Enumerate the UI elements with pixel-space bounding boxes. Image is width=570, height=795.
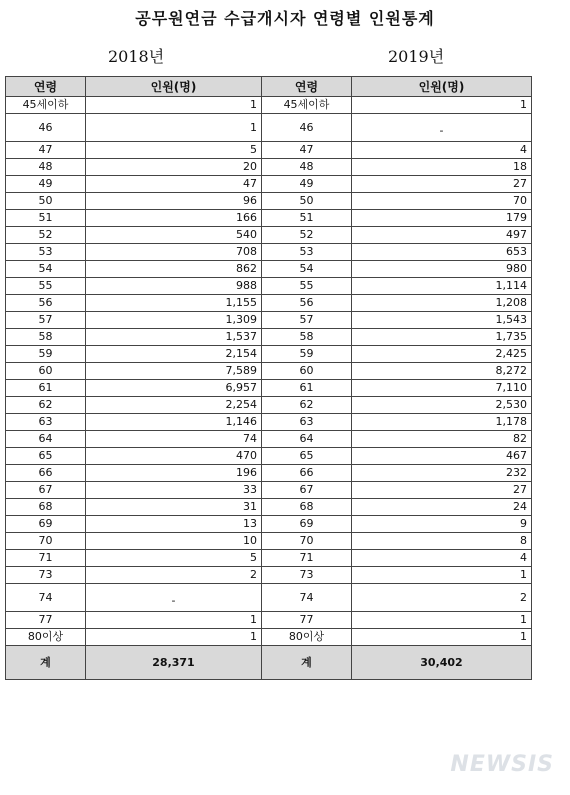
count-cell-2019: 27 xyxy=(352,482,532,499)
age-cell-2018: 73 xyxy=(6,567,86,584)
total-label-2018: 계 xyxy=(6,646,86,680)
age-cell-2018: 68 xyxy=(6,499,86,516)
age-cell-2018: 58 xyxy=(6,329,86,346)
age-cell-2018: 60 xyxy=(6,363,86,380)
count-cell-2018: 2,254 xyxy=(86,397,262,414)
age-cell-2018: 80이상 xyxy=(6,629,86,646)
count-cell-2019: 2 xyxy=(352,584,532,612)
count-cell-2019: 27 xyxy=(352,176,532,193)
age-cell-2018: 61 xyxy=(6,380,86,397)
count-cell-2018: 1,537 xyxy=(86,329,262,346)
age-cell-2018: 65 xyxy=(6,448,86,465)
table-row xyxy=(6,414,532,431)
table-row xyxy=(6,97,532,114)
count-cell-2019: 8 xyxy=(352,533,532,550)
age-cell-2018: 53 xyxy=(6,244,86,261)
year-label-2018: 2018년 xyxy=(108,47,165,66)
count-cell-2019: - xyxy=(352,114,532,142)
age-cell-2019: 66 xyxy=(262,465,352,482)
count-cell-2018: 1,309 xyxy=(86,312,262,329)
watermark-logo: NEWSIS xyxy=(450,752,554,777)
age-cell-2018: 45세이하 xyxy=(6,97,86,114)
count-cell-2019: 18 xyxy=(352,159,532,176)
table-row xyxy=(6,380,532,397)
count-cell-2019: 8,272 xyxy=(352,363,532,380)
count-cell-2018: 20 xyxy=(86,159,262,176)
count-cell-2018: 13 xyxy=(86,516,262,533)
table-row xyxy=(6,516,532,533)
count-cell-2019: 653 xyxy=(352,244,532,261)
age-cell-2018: 52 xyxy=(6,227,86,244)
count-cell-2018: 1 xyxy=(86,629,262,646)
age-statistics-table xyxy=(5,76,532,680)
age-cell-2019: 63 xyxy=(262,414,352,431)
count-cell-2018: 1,146 xyxy=(86,414,262,431)
age-cell-2018: 47 xyxy=(6,142,86,159)
age-cell-2019: 77 xyxy=(262,612,352,629)
age-cell-2018: 55 xyxy=(6,278,86,295)
table-row xyxy=(6,567,532,584)
count-cell-2019: 1,114 xyxy=(352,278,532,295)
age-cell-2018: 46 xyxy=(6,114,86,142)
age-cell-2019: 53 xyxy=(262,244,352,261)
count-cell-2018: 988 xyxy=(86,278,262,295)
table-row xyxy=(6,176,532,193)
age-cell-2019: 56 xyxy=(262,295,352,312)
table-row xyxy=(6,629,532,646)
table-row xyxy=(6,329,532,346)
count-cell-2018: 1 xyxy=(86,114,262,142)
table-row xyxy=(6,142,532,159)
age-cell-2019: 64 xyxy=(262,431,352,448)
count-cell-2019: 2,425 xyxy=(352,346,532,363)
age-cell-2018: 71 xyxy=(6,550,86,567)
table-row xyxy=(6,227,532,244)
count-cell-2018: 1 xyxy=(86,612,262,629)
count-cell-2019: 1 xyxy=(352,629,532,646)
count-cell-2018: 2 xyxy=(86,567,262,584)
count-cell-2019: 7,110 xyxy=(352,380,532,397)
count-cell-2018: 31 xyxy=(86,499,262,516)
header-count-2018: 인원(명) xyxy=(86,77,262,97)
table-row xyxy=(6,244,532,261)
table-row xyxy=(6,261,532,278)
count-cell-2019: 9 xyxy=(352,516,532,533)
header-age-2018: 연령 xyxy=(6,77,86,97)
table-row xyxy=(6,210,532,227)
age-cell-2019: 60 xyxy=(262,363,352,380)
age-cell-2018: 69 xyxy=(6,516,86,533)
table-row xyxy=(6,550,532,567)
age-cell-2019: 80이상 xyxy=(262,629,352,646)
age-cell-2018: 70 xyxy=(6,533,86,550)
table-row xyxy=(6,499,532,516)
age-cell-2018: 50 xyxy=(6,193,86,210)
count-cell-2019: 1,543 xyxy=(352,312,532,329)
count-cell-2018: 5 xyxy=(86,142,262,159)
age-cell-2019: 71 xyxy=(262,550,352,567)
table-row xyxy=(6,482,532,499)
count-cell-2019: 24 xyxy=(352,499,532,516)
table-row xyxy=(6,278,532,295)
year-label-2019: 2019년 xyxy=(388,47,445,66)
count-cell-2019: 82 xyxy=(352,431,532,448)
age-cell-2019: 61 xyxy=(262,380,352,397)
age-cell-2019: 51 xyxy=(262,210,352,227)
table-row xyxy=(6,346,532,363)
header-count-2019: 인원(명) xyxy=(352,77,532,97)
count-cell-2019: 70 xyxy=(352,193,532,210)
table-row xyxy=(6,533,532,550)
age-cell-2019: 74 xyxy=(262,584,352,612)
count-cell-2019: 467 xyxy=(352,448,532,465)
count-cell-2019: 4 xyxy=(352,142,532,159)
table-row xyxy=(6,584,532,612)
count-cell-2018: 33 xyxy=(86,482,262,499)
age-cell-2018: 62 xyxy=(6,397,86,414)
count-cell-2019: 1 xyxy=(352,567,532,584)
age-cell-2019: 45세이하 xyxy=(262,97,352,114)
age-cell-2018: 57 xyxy=(6,312,86,329)
table-header-row xyxy=(6,77,532,97)
count-cell-2018: 7,589 xyxy=(86,363,262,380)
age-cell-2019: 67 xyxy=(262,482,352,499)
count-cell-2019: 980 xyxy=(352,261,532,278)
total-value-2018: 28,371 xyxy=(86,646,262,680)
count-cell-2019: 1,735 xyxy=(352,329,532,346)
total-label-2019: 계 xyxy=(262,646,352,680)
count-cell-2018: 74 xyxy=(86,431,262,448)
table-row xyxy=(6,465,532,482)
table-row xyxy=(6,363,532,380)
table-row xyxy=(6,114,532,142)
age-cell-2019: 65 xyxy=(262,448,352,465)
age-cell-2018: 66 xyxy=(6,465,86,482)
age-cell-2018: 56 xyxy=(6,295,86,312)
table-row xyxy=(6,193,532,210)
table-row xyxy=(6,159,532,176)
age-cell-2018: 54 xyxy=(6,261,86,278)
age-cell-2019: 50 xyxy=(262,193,352,210)
count-cell-2019: 1 xyxy=(352,612,532,629)
count-cell-2019: 497 xyxy=(352,227,532,244)
count-cell-2018: - xyxy=(86,584,262,612)
count-cell-2019: 2,530 xyxy=(352,397,532,414)
age-cell-2019: 52 xyxy=(262,227,352,244)
table-row xyxy=(6,397,532,414)
page-title: 공무원연금 수급개시자 연령별 인원통계 xyxy=(135,9,435,28)
count-cell-2018: 6,957 xyxy=(86,380,262,397)
age-cell-2018: 77 xyxy=(6,612,86,629)
age-cell-2018: 74 xyxy=(6,584,86,612)
total-row xyxy=(6,646,532,680)
table-row xyxy=(6,612,532,629)
count-cell-2018: 862 xyxy=(86,261,262,278)
count-cell-2018: 10 xyxy=(86,533,262,550)
age-cell-2019: 59 xyxy=(262,346,352,363)
age-cell-2019: 47 xyxy=(262,142,352,159)
age-cell-2019: 62 xyxy=(262,397,352,414)
table-body xyxy=(6,97,532,680)
count-cell-2018: 166 xyxy=(86,210,262,227)
age-cell-2019: 69 xyxy=(262,516,352,533)
age-cell-2019: 55 xyxy=(262,278,352,295)
age-cell-2018: 64 xyxy=(6,431,86,448)
count-cell-2018: 47 xyxy=(86,176,262,193)
age-cell-2018: 63 xyxy=(6,414,86,431)
age-cell-2019: 46 xyxy=(262,114,352,142)
count-cell-2018: 1,155 xyxy=(86,295,262,312)
age-cell-2018: 48 xyxy=(6,159,86,176)
age-cell-2018: 49 xyxy=(6,176,86,193)
table-row xyxy=(6,312,532,329)
count-cell-2018: 470 xyxy=(86,448,262,465)
age-cell-2018: 67 xyxy=(6,482,86,499)
age-cell-2019: 73 xyxy=(262,567,352,584)
age-cell-2019: 49 xyxy=(262,176,352,193)
count-cell-2018: 708 xyxy=(86,244,262,261)
count-cell-2019: 232 xyxy=(352,465,532,482)
count-cell-2019: 1 xyxy=(352,97,532,114)
age-cell-2019: 57 xyxy=(262,312,352,329)
count-cell-2019: 179 xyxy=(352,210,532,227)
count-cell-2018: 96 xyxy=(86,193,262,210)
header-age-2019: 연령 xyxy=(262,77,352,97)
count-cell-2018: 2,154 xyxy=(86,346,262,363)
age-cell-2019: 70 xyxy=(262,533,352,550)
count-cell-2018: 1 xyxy=(86,97,262,114)
count-cell-2019: 4 xyxy=(352,550,532,567)
age-cell-2019: 54 xyxy=(262,261,352,278)
count-cell-2019: 1,178 xyxy=(352,414,532,431)
table-row xyxy=(6,431,532,448)
age-cell-2018: 59 xyxy=(6,346,86,363)
age-cell-2018: 51 xyxy=(6,210,86,227)
table-row xyxy=(6,295,532,312)
total-value-2019: 30,402 xyxy=(352,646,532,680)
count-cell-2019: 1,208 xyxy=(352,295,532,312)
count-cell-2018: 5 xyxy=(86,550,262,567)
table-row xyxy=(6,448,532,465)
age-cell-2019: 58 xyxy=(262,329,352,346)
age-cell-2019: 68 xyxy=(262,499,352,516)
age-cell-2019: 48 xyxy=(262,159,352,176)
count-cell-2018: 196 xyxy=(86,465,262,482)
count-cell-2018: 540 xyxy=(86,227,262,244)
